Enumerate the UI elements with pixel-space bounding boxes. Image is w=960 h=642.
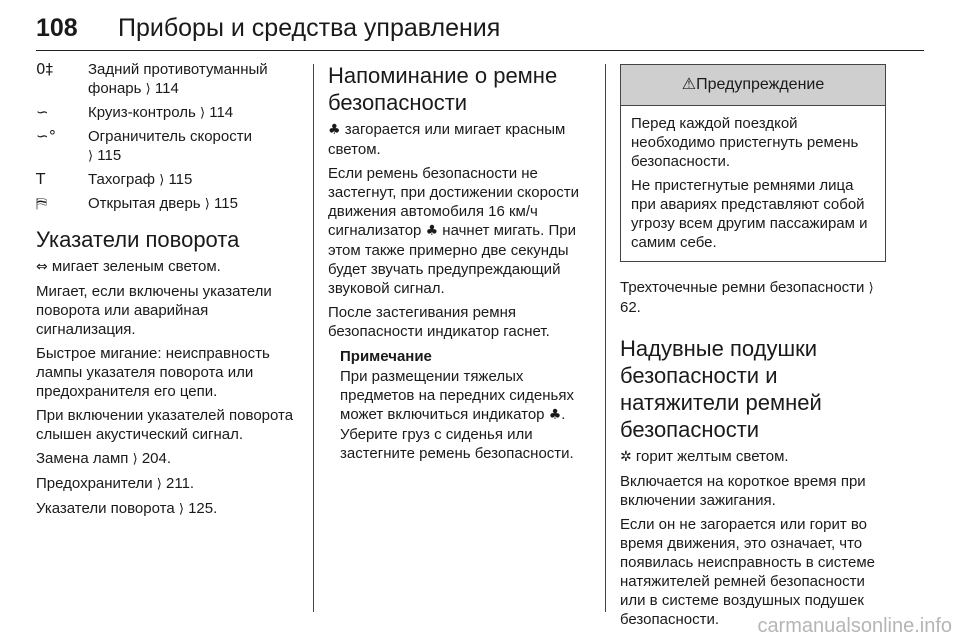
column-divider xyxy=(313,64,314,612)
cross-ref: Предохранители ⟩ 211. xyxy=(36,475,195,492)
indicator-label: Открытая дверь xyxy=(88,195,201,212)
page-ref-icon: ⟩ xyxy=(199,106,206,121)
note-text: При размещении тяжелых предметов на передних сиденьях может включиться индикатор ♣. Уберите груз с сиденья или застегните ремень безопасности. xyxy=(340,368,574,462)
page-ref-icon: ⟩ xyxy=(868,281,874,296)
paragraph: Перед каждой поездкой необходимо пристегнуть ремень безопасности. xyxy=(631,115,859,170)
page-ref-icon: ⟩ xyxy=(145,82,151,97)
page-title: Приборы и средства управления xyxy=(118,14,501,42)
indicator-label: Задний противотуманный фонарь xyxy=(88,61,268,97)
page-number: 108 xyxy=(36,14,78,42)
column-left xyxy=(36,60,298,524)
turn-lead: ⇔ мигает зеленым светом. xyxy=(36,258,221,275)
warning-title: Предупреждение xyxy=(696,76,825,93)
warning-box xyxy=(620,64,886,262)
rear-fog-light-icon: 0‡ xyxy=(36,60,54,78)
page-ref-icon: ⟩ xyxy=(132,452,138,467)
paragraph: Не пристегнутые ремнями лица при авариях представляют собой угрозу всем другим пассажирам и самим себе. xyxy=(631,177,868,251)
column-divider xyxy=(605,64,606,612)
note-title: Примечание xyxy=(340,348,432,365)
paragraph: Если он не загорается или горит во время движения, это означает, что появилась неисправность в системе натяжителей ремней безопасности или в системе воздушных подушек безопасности. xyxy=(620,516,875,628)
page-ref-icon: ⟩ xyxy=(88,149,94,164)
cross-ref: Замена ламп ⟩ 204. xyxy=(36,450,172,467)
header-rule xyxy=(36,50,924,51)
indicator-label: Тахограф xyxy=(88,171,156,188)
indicator-page: 115 xyxy=(214,195,238,212)
note-block xyxy=(328,347,590,463)
paragraph: При включении указателей поворота слышен акустический сигнал. xyxy=(36,407,294,443)
paragraph: Быстрое мигание: неисправность лампы указателя поворота или предохранителя его цепи. xyxy=(36,345,270,400)
indicator-cruise xyxy=(36,103,298,123)
cruise-control-icon: ∽ xyxy=(36,103,49,121)
cross-ref: Трехточечные ремни безопасности ⟩ 62. xyxy=(620,279,874,316)
indicator-label: Ограничитель скорости xyxy=(88,128,252,145)
indicator-page: 115 xyxy=(168,171,193,188)
open-door-icon: ⛿ xyxy=(36,194,47,212)
turn-signal-icon: ⇔ xyxy=(36,259,48,275)
seatbelt-icon: ♣ xyxy=(328,122,341,138)
cross-ref: Указатели поворота ⟩ 125. xyxy=(36,500,218,517)
warning-triangle-icon: ⚠ xyxy=(681,76,697,93)
column-middle xyxy=(328,60,590,468)
watermark: carmanualsonline.info xyxy=(757,615,952,637)
indicator-page: 115 xyxy=(97,147,122,164)
indicator-rear-fog xyxy=(36,60,298,99)
warning-body xyxy=(621,106,885,261)
seatbelt-icon: ♣ xyxy=(548,407,562,423)
page-ref-icon: ⟩ xyxy=(178,502,184,517)
page-header xyxy=(36,0,924,52)
column-right xyxy=(620,60,886,634)
airbag-icon: ✲ xyxy=(620,449,632,465)
page-ref-icon: ⟩ xyxy=(204,197,210,212)
indicator-open-door xyxy=(36,194,298,214)
section-heading-airbags: Надувные подушки безопасности и натяжители ремней безопасности xyxy=(620,336,822,442)
paragraph: Мигает, если включены указатели поворота или аварийная сигнализация. xyxy=(36,283,272,338)
tachograph-icon: T xyxy=(36,170,46,188)
section-heading-seatbelt: Напоминание о ремне безопасности xyxy=(328,63,558,115)
paragraph: После застегивания ремня безопасности индикатор гаснет. xyxy=(328,304,550,340)
page-ref-icon: ⟩ xyxy=(159,173,165,188)
indicator-speed-limiter xyxy=(36,127,298,166)
paragraph: Если ремень безопасности не застегнут, при достижении скорости движения автомобиля 16 км/ч сигнализатор ♣ начнет мигать. При этом также примерно две секунды будет звучать предупреждающий звуковой сигнал. xyxy=(328,165,580,297)
indicator-tachograph xyxy=(36,170,298,190)
indicator-page: 114 xyxy=(209,104,234,121)
seatbelt-icon: ♣ xyxy=(425,223,439,239)
paragraph: Включается на короткое время при включении зажигания. xyxy=(620,473,866,509)
section-heading-turn-signals: Указатели поворота xyxy=(36,227,240,252)
speed-limiter-icon: ∽° xyxy=(36,127,57,145)
paragraph: ✲ горит желтым светом. xyxy=(620,448,789,465)
paragraph: ♣ загорается или мигает красным светом. xyxy=(328,121,566,158)
warning-header xyxy=(621,65,885,106)
indicator-label: Круиз-контроль xyxy=(88,104,196,121)
indicator-page: 114 xyxy=(154,80,179,97)
page-ref-icon: ⟩ xyxy=(156,477,162,492)
